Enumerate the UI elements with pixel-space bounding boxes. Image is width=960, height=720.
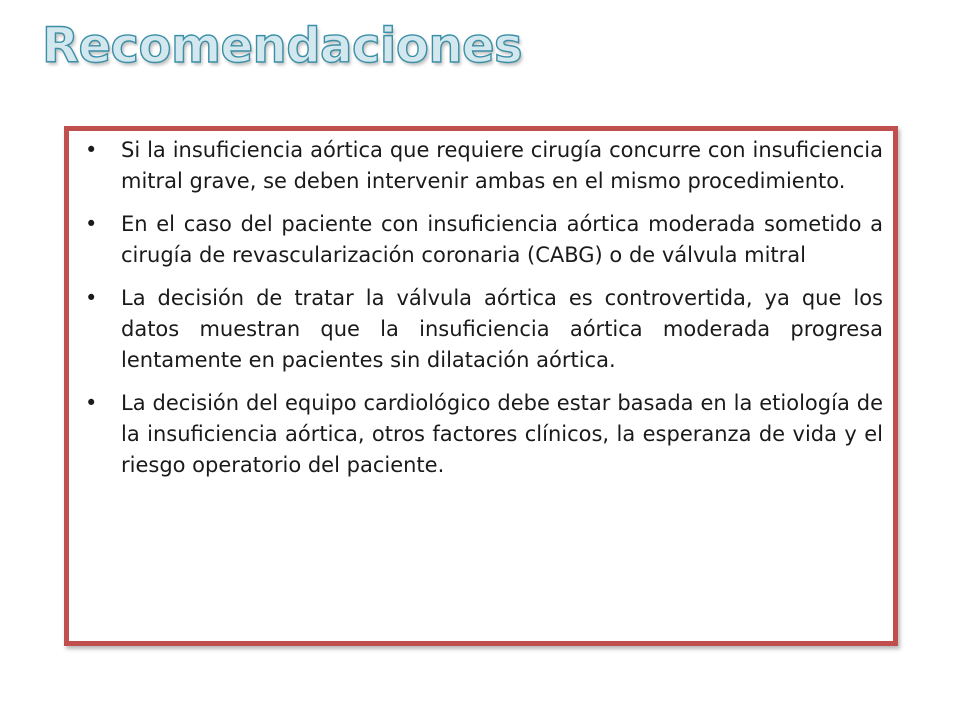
bullet-icon: • xyxy=(85,391,98,415)
slide-title: Recomendaciones xyxy=(42,18,523,74)
bullet-item xyxy=(79,209,883,271)
bullet-item xyxy=(79,283,883,376)
bullet-box xyxy=(64,126,898,646)
bullet-icon: • xyxy=(85,212,98,236)
bullet-list xyxy=(69,131,893,481)
bullet-icon: • xyxy=(85,138,98,162)
bullet-text: En el caso del paciente con insuficiencia aórtica moderada sometido a cirugía de revascularización coronaria (CABG) o de válvula mitral xyxy=(121,212,883,267)
bullet-item xyxy=(79,388,883,481)
bullet-item xyxy=(79,135,883,197)
bullet-text: La decisión de tratar la válvula aórtica es controvertida, ya que los datos muestran que la insuficiencia aórtica moderada progresa lentamente en pacientes sin dilatación aórtica. xyxy=(121,286,883,372)
bullet-text: La decisión del equipo cardiológico debe estar basada en la etiología de la insuficiencia aórtica, otros factores clínicos, la esperanza de vida y el riesgo operatorio del paciente. xyxy=(121,391,883,477)
bullet-icon: • xyxy=(85,286,98,310)
bullet-text: Si la insuficiencia aórtica que requiere cirugía concurre con insuficiencia mitral grave, se deben intervenir ambas en el mismo procedimiento. xyxy=(121,138,883,193)
